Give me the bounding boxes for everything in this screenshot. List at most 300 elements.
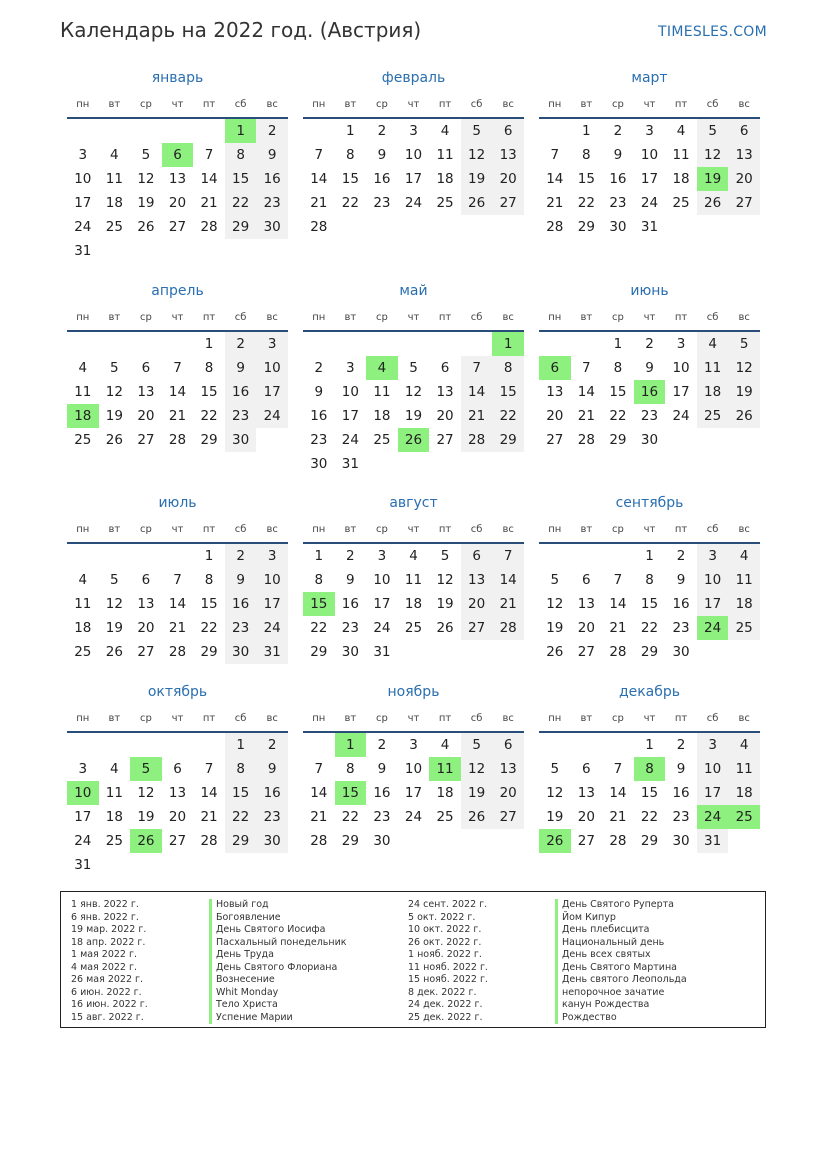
day-cell: 27 [492, 191, 524, 215]
holiday-name: День плебисцита [555, 924, 687, 937]
day-cell: 19 [728, 380, 760, 404]
holiday-date: 6 июн. 2022 г. [71, 986, 142, 998]
day-cell: 19 [461, 781, 493, 805]
day-cell: 15 [225, 781, 257, 805]
day-cell: 8 [225, 143, 257, 167]
holiday-name: День святого Леопольда [555, 974, 687, 987]
day-cell: 24 [256, 404, 288, 428]
day-cell: 7 [492, 544, 524, 568]
day-cell: 13 [492, 757, 524, 781]
day-cell: 2 [256, 733, 288, 757]
weekday-label: вс [266, 99, 278, 110]
day-cell: 15 [640, 785, 659, 801]
day-cell: 20 [577, 620, 595, 636]
day-cell: 11 [373, 384, 391, 400]
day-cell: 1 [645, 548, 654, 564]
weekday-label: вт [580, 713, 593, 724]
day-cell: 25 [74, 432, 92, 448]
day-cell: 10 [672, 360, 690, 376]
weekday-header [303, 310, 524, 332]
holiday-dates-col-2 [408, 899, 488, 1024]
day-cell: 30 [256, 829, 288, 853]
day-cell: 7 [582, 360, 591, 376]
day-cell: 3 [676, 336, 686, 352]
holiday-name: Национальный день [555, 937, 687, 950]
day-cell: 28 [461, 428, 493, 452]
day-cell: 29 [200, 644, 218, 660]
weekday-label: сб [706, 99, 719, 110]
day-cell: 13 [492, 143, 524, 167]
day-cell: 15 [200, 596, 218, 612]
day-cell: 6 [173, 761, 182, 777]
day-cell: 29 [640, 833, 659, 849]
day-cell: 28 [310, 833, 328, 849]
holiday-day-cell: 19 [697, 167, 729, 191]
day-cell: 11 [436, 147, 454, 163]
day-cell: 21 [609, 809, 627, 825]
holiday-name: непорочное зачатие [555, 987, 687, 1000]
holiday-date: 4 мая 2022 г. [71, 961, 137, 973]
day-cell: 29 [310, 644, 328, 660]
day-cell: 4 [440, 123, 450, 139]
day-cell: 20 [728, 167, 760, 191]
day-cell: 19 [137, 809, 155, 825]
holiday-day-cell: 5 [130, 757, 162, 781]
day-cell: 3 [256, 544, 288, 568]
day-cell: 22 [492, 404, 524, 428]
holiday-name: Вознесение [209, 974, 347, 987]
day-cell: 3 [78, 147, 88, 163]
day-cell: 21 [168, 408, 187, 424]
day-cell: 24 [341, 432, 359, 448]
day-cell: 25 [404, 620, 423, 636]
day-cell: 6 [582, 572, 591, 588]
day-cell: 23 [609, 195, 627, 211]
day-cell: 12 [546, 785, 564, 801]
day-cell: 31 [74, 243, 92, 259]
weekday-label: сб [470, 713, 483, 724]
day-cell: 17 [74, 809, 92, 825]
day-cell: 9 [256, 757, 288, 781]
weekday-label: сб [706, 312, 719, 323]
day-cell: 31 [697, 829, 729, 853]
month-title: август [389, 495, 438, 511]
month-title: декабрь [618, 684, 681, 700]
day-cell: 7 [314, 147, 324, 163]
holiday-name: Тело Христа [209, 999, 347, 1012]
day-cell: 14 [492, 568, 524, 592]
weekday-label: ср [139, 524, 152, 535]
day-cell: 13 [546, 384, 564, 400]
weekday-label: сб [234, 99, 247, 110]
day-cell: 10 [256, 568, 288, 592]
day-cell: 15 [609, 384, 627, 400]
day-cell: 4 [728, 733, 760, 757]
day-cell: 5 [550, 761, 560, 777]
day-cell: 18 [404, 596, 423, 612]
day-cell: 23 [672, 620, 690, 636]
weekday-label: сб [234, 524, 247, 535]
day-cell: 9 [346, 572, 355, 588]
day-cell: 24 [373, 620, 391, 636]
day-cell: 30 [310, 456, 328, 472]
day-cell: 10 [404, 147, 423, 163]
day-cell: 5 [110, 360, 119, 376]
day-cell: 16 [373, 785, 391, 801]
day-cell: 29 [577, 219, 595, 235]
month-title: октябрь [147, 684, 208, 700]
weekday-label: чт [171, 524, 184, 535]
weekday-label: пн [312, 713, 326, 724]
weekday-label: пт [202, 312, 216, 323]
day-cell: 14 [310, 171, 328, 187]
day-cell: 3 [697, 733, 729, 757]
day-cell: 23 [640, 408, 659, 424]
weekday-header [303, 97, 524, 119]
day-cell: 30 [225, 640, 257, 664]
day-cell: 26 [461, 191, 493, 215]
day-cell: 23 [225, 616, 257, 640]
weekday-label: вс [266, 312, 278, 323]
weekday-label: ср [139, 713, 152, 724]
weekday-header [67, 522, 288, 544]
day-cell: 22 [577, 195, 595, 211]
weekday-label: пн [312, 524, 326, 535]
weekday-label: чт [407, 713, 420, 724]
day-cell: 6 [492, 733, 524, 757]
day-cell: 27 [137, 432, 155, 448]
weekday-label: сб [706, 713, 719, 724]
day-cell: 11 [105, 785, 123, 801]
day-cell: 28 [609, 833, 627, 849]
day-cell: 6 [728, 119, 760, 143]
day-cell: 7 [173, 360, 182, 376]
weekday-header [303, 711, 524, 733]
brand-link[interactable]: TIMESLES.COM [658, 24, 767, 40]
day-cell: 30 [609, 219, 627, 235]
day-cell: 13 [577, 596, 595, 612]
weekday-label: вс [738, 524, 750, 535]
weekday-label: пт [438, 713, 452, 724]
holiday-names-col-2 [555, 899, 687, 1024]
holiday-name: День Святого Руперта [555, 899, 687, 912]
day-cell: 27 [137, 644, 155, 660]
day-cell: 14 [609, 785, 627, 801]
day-cell: 30 [341, 644, 359, 660]
day-cell: 14 [310, 785, 328, 801]
day-cell: 30 [640, 432, 659, 448]
day-cell: 27 [546, 432, 564, 448]
day-cell: 17 [697, 592, 729, 616]
day-cell: 14 [546, 171, 564, 187]
day-cell: 31 [341, 456, 359, 472]
weekday-label: сб [706, 524, 719, 535]
day-cell: 10 [256, 356, 288, 380]
day-cell: 9 [676, 572, 686, 588]
day-cell: 30 [672, 644, 690, 660]
day-cell: 8 [346, 761, 355, 777]
day-cell: 14 [461, 380, 493, 404]
day-cell: 25 [105, 833, 123, 849]
day-cell: 3 [78, 761, 88, 777]
day-cell: 25 [697, 404, 729, 428]
day-cell: 22 [200, 408, 218, 424]
day-cell: 27 [577, 644, 595, 660]
weekday-label: ср [139, 312, 152, 323]
weekday-label: вт [344, 99, 357, 110]
weekday-header [67, 97, 288, 119]
day-cell: 22 [341, 809, 359, 825]
day-cell: 18 [728, 592, 760, 616]
day-cell: 17 [74, 195, 92, 211]
weekday-label: вс [502, 99, 514, 110]
weekday-label: пн [76, 713, 90, 724]
day-cell: 9 [613, 147, 623, 163]
day-cell: 2 [256, 119, 288, 143]
day-cell: 31 [256, 640, 288, 664]
day-cell: 22 [310, 620, 328, 636]
month-title: март [631, 70, 668, 86]
day-cell: 28 [546, 219, 564, 235]
day-cell: 15 [577, 171, 595, 187]
day-cell: 29 [225, 215, 257, 239]
holiday-date: 8 дек. 2022 г. [408, 986, 477, 998]
month-title: ноябрь [387, 684, 440, 700]
day-cell: 18 [436, 785, 454, 801]
day-cell: 25 [105, 219, 123, 235]
holiday-day-cell: 11 [429, 757, 461, 781]
weekday-label: ср [611, 713, 624, 724]
day-cell: 19 [404, 408, 423, 424]
day-cell: 20 [577, 809, 595, 825]
weekday-label: чт [643, 713, 656, 724]
holiday-date: 5 окт. 2022 г. [408, 911, 476, 923]
day-cell: 26 [137, 219, 155, 235]
day-cell: 24 [404, 195, 423, 211]
day-cell: 14 [168, 596, 187, 612]
weekday-label: ср [375, 713, 388, 724]
day-cell: 25 [74, 644, 92, 660]
day-cell: 22 [200, 620, 218, 636]
month-title: февраль [381, 70, 446, 86]
day-cell: 16 [256, 781, 288, 805]
month-title: январь [151, 70, 204, 86]
day-cell: 12 [728, 356, 760, 380]
day-cell: 15 [200, 384, 218, 400]
day-cell: 21 [577, 408, 595, 424]
holiday-date: 19 мар. 2022 г. [71, 924, 147, 935]
day-cell: 3 [645, 123, 654, 139]
day-cell: 23 [225, 404, 257, 428]
day-cell: 28 [200, 833, 218, 849]
day-cell: 26 [546, 644, 564, 660]
holiday-date: 6 янв. 2022 г. [71, 911, 139, 923]
day-cell: 10 [373, 572, 391, 588]
holiday-day-cell: 1 [492, 332, 524, 356]
day-cell: 3 [409, 737, 418, 753]
day-cell: 14 [200, 171, 218, 187]
day-cell: 25 [728, 616, 760, 640]
day-cell: 5 [409, 360, 418, 376]
day-cell: 15 [341, 171, 359, 187]
day-cell: 4 [110, 761, 119, 777]
day-cell: 8 [204, 572, 214, 588]
weekday-header [67, 711, 288, 733]
weekday-label: чт [407, 312, 420, 323]
day-cell: 5 [461, 733, 493, 757]
day-cell: 22 [609, 408, 627, 424]
day-cell: 21 [546, 195, 564, 211]
day-cell: 22 [225, 805, 257, 829]
month-title: апрель [151, 283, 204, 299]
day-cell: 13 [577, 785, 595, 801]
day-cell: 27 [436, 432, 454, 448]
holiday-name: Успение Марии [209, 1012, 347, 1025]
day-cell: 8 [492, 356, 524, 380]
weekday-label: вт [344, 524, 357, 535]
weekday-label: пт [674, 713, 688, 724]
weekday-header [303, 522, 524, 544]
day-cell: 26 [436, 620, 454, 636]
day-cell: 11 [697, 356, 729, 380]
weekday-label: пн [548, 524, 562, 535]
day-cell: 7 [204, 761, 214, 777]
day-cell: 1 [645, 737, 654, 753]
day-cell: 12 [137, 171, 155, 187]
day-cell: 23 [256, 191, 288, 215]
day-cell: 29 [609, 432, 627, 448]
day-cell: 1 [582, 123, 591, 139]
weekday-label: пт [438, 524, 452, 535]
day-cell: 9 [225, 568, 257, 592]
day-cell: 16 [225, 380, 257, 404]
day-cell: 29 [640, 644, 659, 660]
weekday-label: сб [234, 312, 247, 323]
day-cell: 17 [640, 171, 659, 187]
day-cell: 5 [697, 119, 729, 143]
day-cell: 5 [550, 572, 560, 588]
day-cell: 18 [105, 195, 123, 211]
holiday-date: 10 окт. 2022 г. [408, 924, 482, 935]
day-cell: 8 [645, 572, 654, 588]
day-cell: 4 [697, 332, 729, 356]
holiday-day-cell: 15 [335, 781, 367, 805]
holiday-name: Йом Кипур [555, 912, 687, 925]
day-cell: 17 [373, 596, 391, 612]
day-cell: 3 [697, 544, 729, 568]
month-title: июль [158, 495, 197, 511]
day-cell: 30 [373, 833, 391, 849]
day-cell: 27 [728, 191, 760, 215]
day-cell: 17 [697, 781, 729, 805]
day-cell: 28 [492, 616, 524, 640]
day-cell: 30 [225, 428, 257, 452]
day-cell: 21 [310, 195, 328, 211]
month-title: май [399, 283, 428, 299]
day-cell: 18 [105, 809, 123, 825]
day-cell: 28 [168, 432, 187, 448]
day-cell: 8 [225, 757, 257, 781]
holiday-day-cell: 26 [398, 428, 430, 452]
weekday-label: вс [738, 713, 750, 724]
day-cell: 13 [137, 384, 155, 400]
day-cell: 1 [204, 548, 214, 564]
day-cell: 4 [78, 572, 88, 588]
day-cell: 13 [168, 171, 187, 187]
holiday-day-cell: 26 [130, 829, 162, 853]
day-cell: 4 [440, 737, 450, 753]
day-cell: 11 [728, 568, 760, 592]
day-cell: 4 [409, 548, 418, 564]
day-cell: 31 [373, 644, 391, 660]
day-cell: 20 [492, 167, 524, 191]
day-cell: 2 [377, 123, 387, 139]
day-cell: 11 [404, 572, 423, 588]
day-cell: 17 [404, 171, 423, 187]
day-cell: 6 [582, 761, 591, 777]
day-cell: 6 [141, 572, 151, 588]
holiday-name: День Труда [209, 949, 347, 962]
holiday-date: 24 сент. 2022 г. [408, 899, 488, 910]
day-cell: 29 [225, 829, 257, 853]
day-cell: 1 [314, 548, 324, 564]
day-cell: 21 [609, 620, 627, 636]
day-cell: 2 [314, 360, 324, 376]
weekday-label: вт [108, 713, 121, 724]
weekday-label: вт [344, 713, 357, 724]
weekday-label: вс [502, 312, 514, 323]
day-cell: 1 [613, 336, 623, 352]
day-cell: 15 [492, 380, 524, 404]
weekday-label: чт [643, 524, 656, 535]
day-cell: 17 [256, 592, 288, 616]
day-cell: 20 [546, 408, 564, 424]
day-cell: 27 [168, 219, 187, 235]
day-cell: 26 [728, 404, 760, 428]
day-cell: 6 [461, 544, 493, 568]
holiday-date: 16 июн. 2022 г. [71, 999, 148, 1010]
day-cell: 24 [672, 408, 690, 424]
day-cell: 6 [492, 119, 524, 143]
holiday-name: День всех святых [555, 949, 687, 962]
weekday-label: вс [266, 524, 278, 535]
day-cell: 9 [256, 143, 288, 167]
day-cell: 5 [461, 119, 493, 143]
weekday-label: сб [470, 524, 483, 535]
day-cell: 25 [672, 195, 690, 211]
day-cell: 4 [110, 147, 119, 163]
holiday-name: Богоявление [209, 912, 347, 925]
holiday-day-cell: 16 [634, 380, 666, 404]
day-cell: 28 [310, 219, 328, 235]
weekday-label: ср [139, 99, 152, 110]
day-cell: 20 [137, 408, 155, 424]
weekday-label: сб [234, 713, 247, 724]
holiday-name: Пасхальный понедельник [209, 937, 347, 950]
holiday-day-cell: 6 [539, 356, 571, 380]
holiday-day-cell: 24 [697, 616, 729, 640]
day-cell: 19 [105, 408, 123, 424]
day-cell: 3 [346, 360, 355, 376]
day-cell: 31 [74, 857, 92, 873]
day-cell: 12 [436, 572, 454, 588]
weekday-label: пн [548, 99, 562, 110]
day-cell: 18 [436, 171, 454, 187]
day-cell: 26 [697, 191, 729, 215]
day-cell: 18 [672, 171, 690, 187]
weekday-label: пн [312, 312, 326, 323]
holiday-day-cell: 4 [366, 356, 398, 380]
